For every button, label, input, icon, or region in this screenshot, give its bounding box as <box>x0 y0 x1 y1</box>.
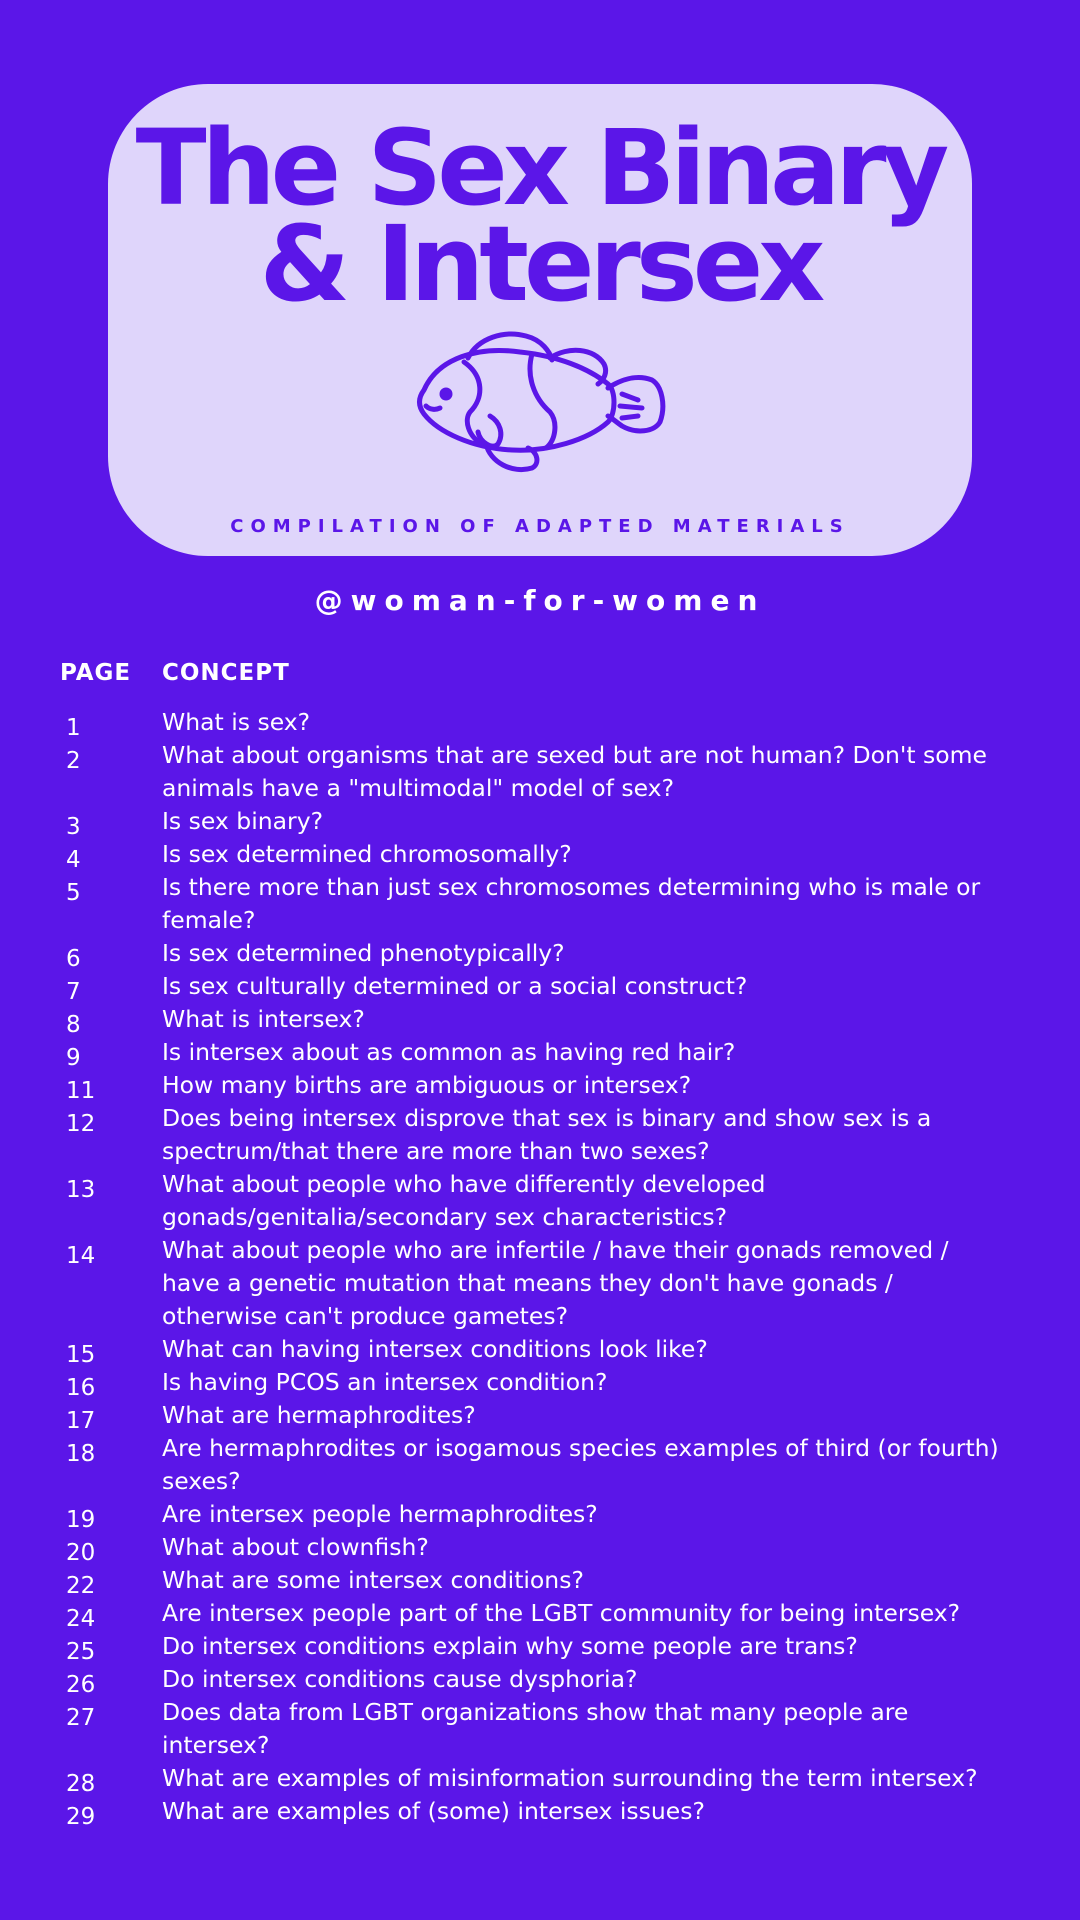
toc-question: What are examples of misinformation surrounding the term intersex? <box>162 1764 978 1792</box>
toc-item <box>0 1003 1080 1036</box>
toc-item <box>0 970 1080 1003</box>
toc-page-number: 2 <box>66 748 81 774</box>
toc-page-number: 15 <box>66 1342 96 1368</box>
toc-question: Is sex determined chromosomally? <box>162 840 572 868</box>
title-card <box>108 84 972 556</box>
toc-item <box>0 1399 1080 1432</box>
toc-page-number: 12 <box>66 1111 96 1137</box>
toc-page-number: 14 <box>66 1243 96 1269</box>
toc-question: What are some intersex conditions? <box>162 1566 584 1594</box>
toc-item <box>0 1696 1080 1762</box>
toc-question: Does data from LGBT organizations show that many people are intersex? <box>162 1698 909 1759</box>
toc-page-number: 3 <box>66 814 81 840</box>
toc-item <box>0 937 1080 970</box>
toc-question: Are intersex people part of the LGBT community for being intersex? <box>162 1599 961 1627</box>
toc-page-number: 20 <box>66 1540 96 1566</box>
toc-item <box>0 1795 1080 1828</box>
toc-item <box>0 1168 1080 1234</box>
toc-question: What can having intersex conditions look like? <box>162 1335 708 1363</box>
toc-question: Do intersex conditions explain why some people are trans? <box>162 1632 858 1660</box>
toc-question: Do intersex conditions cause dysphoria? <box>162 1665 638 1693</box>
toc-item <box>0 1333 1080 1366</box>
toc-page-number: 25 <box>66 1639 96 1665</box>
toc-question: Are hermaphrodites or isogamous species examples of third (or fourth) sexes? <box>162 1434 999 1495</box>
toc-item <box>0 1036 1080 1069</box>
toc-item <box>0 838 1080 871</box>
toc-question: Is sex binary? <box>162 807 324 835</box>
toc-page-number: 9 <box>66 1045 81 1071</box>
toc-item <box>0 1762 1080 1795</box>
toc-item <box>0 1498 1080 1531</box>
toc-question: Are intersex people hermaphrodites? <box>162 1500 598 1528</box>
toc-question: What about people who have differently developed gonads/genitalia/secondary sex characteristics? <box>162 1170 766 1231</box>
toc-page-number: 8 <box>66 1012 81 1038</box>
author-handle: @woman-for-women <box>314 584 766 617</box>
toc-question: Does being intersex disprove that sex is binary and show sex is a spectrum/that there are more than two sexes? <box>162 1104 932 1165</box>
toc-item <box>0 1663 1080 1696</box>
subtitle: COMPILATION OF ADAPTED MATERIALS <box>230 516 850 537</box>
title-line-2: & Intersex <box>259 203 821 325</box>
column-header-page: PAGE <box>60 660 132 686</box>
toc-item <box>0 1234 1080 1333</box>
toc-page-number: 11 <box>66 1078 96 1104</box>
toc-question: What about organisms that are sexed but are not human? Don't some animals have a "multimodal" model of sex? <box>162 741 988 802</box>
toc-page-number: 28 <box>66 1771 96 1797</box>
toc-item <box>0 1597 1080 1630</box>
page-title <box>108 107 972 325</box>
toc-page-number: 18 <box>66 1441 96 1467</box>
toc-item <box>0 706 1080 739</box>
toc-page-number: 19 <box>66 1507 96 1533</box>
toc-question: Is intersex about as common as having red hair? <box>162 1038 736 1066</box>
toc-page-number: 4 <box>66 847 81 873</box>
toc-page-number: 29 <box>66 1804 96 1830</box>
toc-question: Is sex determined phenotypically? <box>162 939 565 967</box>
toc-question: What are examples of (some) intersex issues? <box>162 1797 705 1825</box>
toc-question: What are hermaphrodites? <box>162 1401 476 1429</box>
toc-question: What is intersex? <box>162 1005 365 1033</box>
toc-page-number: 16 <box>66 1375 96 1401</box>
toc-page-number: 1 <box>66 715 81 741</box>
toc-item <box>0 1432 1080 1498</box>
toc-page-number: 17 <box>66 1408 96 1434</box>
toc-item <box>0 1564 1080 1597</box>
toc-item <box>0 1630 1080 1663</box>
toc-question: How many births are ambiguous or intersex? <box>162 1071 692 1099</box>
column-header-concept: CONCEPT <box>162 660 290 686</box>
toc-question: Is having PCOS an intersex condition? <box>162 1368 608 1396</box>
toc-question: What is sex? <box>162 708 311 736</box>
toc-item <box>0 739 1080 805</box>
toc-item <box>0 871 1080 937</box>
toc-page-number: 6 <box>66 946 81 972</box>
toc-page-number: 13 <box>66 1177 96 1203</box>
toc-question: Is there more than just sex chromosomes determining who is male or female? <box>162 873 981 934</box>
toc-page-number: 5 <box>66 880 81 906</box>
toc-item <box>0 1102 1080 1168</box>
clownfish-icon <box>408 328 672 478</box>
toc-question: What about clownfish? <box>162 1533 429 1561</box>
title-line-1: The Sex Binary <box>135 107 945 229</box>
toc-question: What about people who are infertile / have their gonads removed / have a genetic mutation that means they don't have gonads / otherwise can't produce gametes? <box>162 1236 949 1330</box>
toc-page-number: 22 <box>66 1573 96 1599</box>
toc-item <box>0 1531 1080 1564</box>
toc-item <box>0 805 1080 838</box>
toc-item <box>0 1069 1080 1102</box>
table-of-contents <box>0 706 1080 1828</box>
toc-page-number: 7 <box>66 979 81 1005</box>
toc-item <box>0 1366 1080 1399</box>
toc-page-number: 26 <box>66 1672 96 1698</box>
toc-page-number: 24 <box>66 1606 96 1632</box>
toc-question: Is sex culturally determined or a social construct? <box>162 972 748 1000</box>
toc-page-number: 27 <box>66 1705 96 1731</box>
